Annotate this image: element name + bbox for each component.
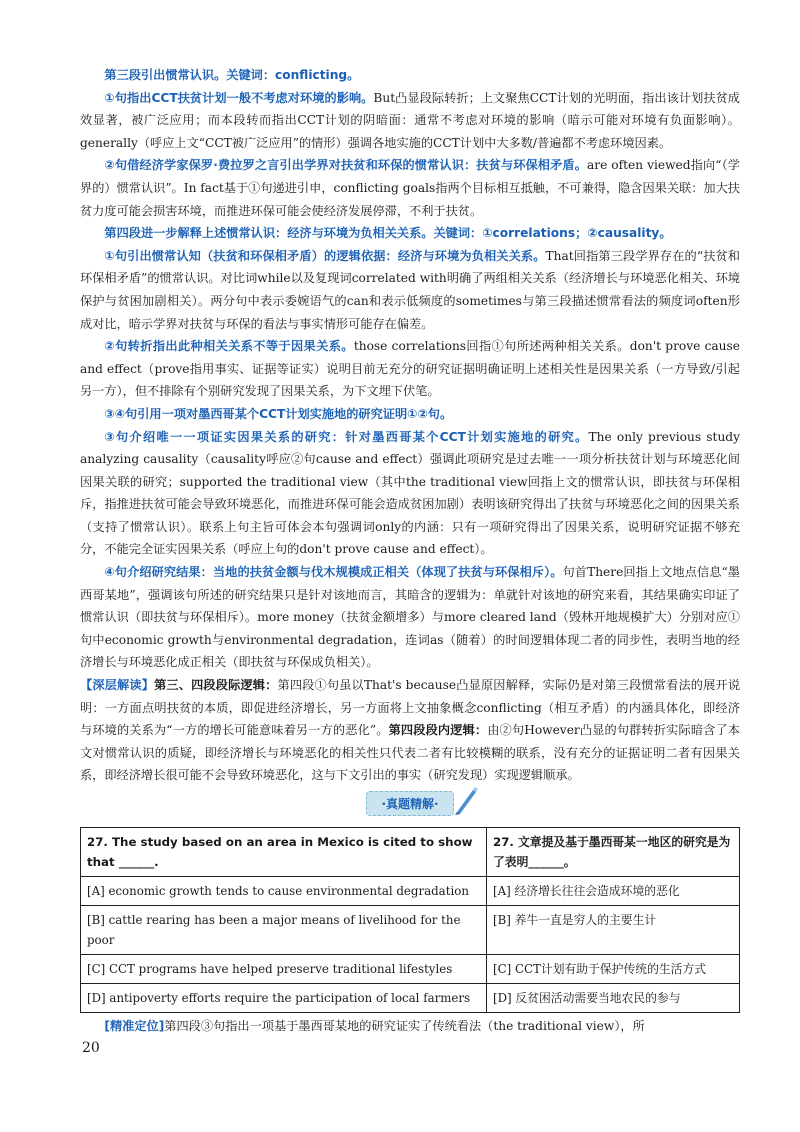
paragraph bbox=[80, 674, 740, 787]
question-stem-cn: 27. 文章提及基于墨西哥某一地区的研究是为了表明______。 bbox=[487, 828, 740, 877]
question-stem-row bbox=[81, 828, 740, 877]
paragraph bbox=[80, 222, 740, 245]
option-b-en: [B] cattle rearing has been a major means of livelihood for the poor bbox=[81, 906, 487, 955]
paragraph-heading: 第四段段内逻辑： bbox=[388, 723, 488, 738]
page-number: 20 bbox=[82, 1040, 100, 1056]
paragraph-heading: 第三、四段段际逻辑： bbox=[154, 678, 278, 693]
option-row-b bbox=[81, 906, 740, 955]
paragraph-heading: ③④句引用一项对墨西哥某个CCT计划实施地的研究证明①②句。 bbox=[104, 406, 453, 421]
banner-text: ·真题精解· bbox=[381, 797, 439, 811]
paragraph bbox=[80, 154, 740, 222]
footer-note-text: 第四段③句指出一项基于墨西哥某地的研究证实了传统看法（the traditional view），所 bbox=[164, 1019, 645, 1033]
analysis-text bbox=[80, 64, 740, 787]
section-banner bbox=[80, 791, 740, 821]
paragraph-text: That回指第三段学界存在的“扶贫和环保相矛盾”的惯常认识。对比词while以及复现词correlated with明确了两组相关关系（经济增长与环境恶化相关、环境保护与贫困加剧相关）。两分句中表示委婉语气的can和表示低频度的sometimes与第三段描述惯常看法的频度词often形成对比，暗示学界对扶贫与环保的看法与事实情形可能存在偏差。 bbox=[80, 248, 740, 331]
paragraph-text: 由②句However凸显的句群转折实际暗含了本文对惯常认识的质疑，即经济增长与环境恶化的相关性只代表二者有比较模糊的联系，没有充分的证据证明二者有因果关系，即经济增长很可能不会导致环境恶化，这与下文引出的事实（研究发现）实现逻辑顺承。 bbox=[80, 723, 740, 783]
option-row-d bbox=[81, 984, 740, 1013]
paragraph-heading: ③句介绍唯一一项证实因果关系的研究：针对墨西哥某个CCT计划实施地的研究。 bbox=[104, 429, 589, 444]
paragraph-heading: 第三段引出惯常认识。关键词：conflicting。 bbox=[104, 68, 360, 82]
banner-label bbox=[366, 791, 453, 816]
paragraph-heading: ①句引出惯常认知（扶贫和环保相矛盾）的逻辑依据：经济与环境为负相关关系。 bbox=[104, 248, 546, 263]
paragraph-text: those correlations回指①句所述两种相关关系。don't prove cause and effect（prove指用事实、证据等证实）说明目前无充分的研究证据明确证明上述相关性是因果关系（一方导致/引起另一方），但不排除有个别研究发现了因果关系，为下文埋下伏笔。 bbox=[80, 339, 740, 399]
question-table bbox=[80, 827, 740, 1013]
paragraph bbox=[80, 561, 740, 674]
question-stem-en: 27. The study based on an area in Mexico is cited to show that ______. bbox=[81, 828, 487, 877]
page-content bbox=[80, 64, 740, 1038]
paragraph bbox=[80, 245, 740, 335]
paragraph bbox=[80, 64, 740, 87]
paragraph-text: The only previous study analyzing causality（causality呼应②句cause and effect）强调此项研究是过去唯一一项分析扶贫计划与环境恶化间因果关联的研究；supported the traditional view（其中the traditional view回指上文的惯常认识，即扶贫与环保相斥，指推进扶贫可能会导致环境恶化，而推进环保可能会造成贫困加剧）表明该研究得出了扶贫与环境恶化之间的因果关系（支持了惯常认识）。联系上句主旨可体会本句强调词only的内涵：只有一项研究得出了因果关系，说明研究证据不够充分，不能完全证实因果关系（呼应上句的don't prove cause and effect）。 bbox=[80, 429, 740, 557]
paragraph bbox=[80, 426, 740, 562]
option-a-en: [A] economic growth tends to cause environmental degradation bbox=[81, 877, 487, 906]
option-c-en: [C] CCT programs have helped preserve traditional lifestyles bbox=[81, 955, 487, 984]
paragraph bbox=[80, 403, 740, 426]
paragraph-text: 第四段①句虽以That's because凸显原因解释，实际仍是对第三段惯常看法的展开说明：一方面点明扶贫的本质，即促进经济增长，另一方面将上文抽象概念conflicting（相互矛盾）的内涵具体化，即经济与环境的关系为“一方的增长可能意味着另一方的恶化”。 bbox=[80, 678, 741, 738]
footer-note-label: [精准定位] bbox=[104, 1019, 165, 1033]
paragraph-text: But凸显段际转折；上文聚焦CCT计划的光明面，指出该计划扶贫成效显著，被广泛应用；而本段转而指出CCT计划的阴暗面：通常不考虑对环境的影响（暗示可能对环境有负面影响）。generally（呼应上文“CCT被广泛应用”的情形）强调各地实施的CCT计划中大多数/普遍都不考虑环境因素。 bbox=[80, 90, 740, 150]
paragraph-text: are often viewed指向“（学界的）惯常认识”。In fact基于①句递进引申，conflicting goals指两个目标相互抵触，不可兼得，隐含因果关联：加大扶贫力度可能会损害环境，而推进环保可能会使经济发展停滞，不利于扶贫。 bbox=[80, 158, 740, 218]
paragraph bbox=[80, 335, 740, 403]
paragraph-heading: 第四段进一步解释上述惯常认识：经济与环境为负相关关系。关键词：①correlations；②causality。 bbox=[104, 226, 672, 241]
paragraph-heading: ①句指出CCT扶贫计划一般不考虑对环境的影响。 bbox=[104, 90, 374, 105]
paragraph-heading: ④句介绍研究结果：当地的扶贫金额与伐木规模成正相关（体现了扶贫与环保相斥）。 bbox=[104, 565, 563, 580]
pen-icon bbox=[453, 786, 479, 816]
paragraph bbox=[80, 87, 740, 155]
footer-note bbox=[80, 1015, 740, 1038]
option-d-cn: [D] 反贫困活动需要当地农民的参与 bbox=[487, 984, 740, 1013]
paragraph-heading: 【深层解读】 bbox=[80, 678, 155, 693]
option-b-cn: [B] 养牛一直是穷人的主要生计 bbox=[487, 906, 740, 955]
option-row-a bbox=[81, 877, 740, 906]
paragraph-heading: ②句借经济学家保罗·费拉罗之言引出学界对扶贫和环保的惯常认识：扶贫与环保相矛盾。 bbox=[104, 158, 588, 173]
option-a-cn: [A] 经济增长往往会造成环境的恶化 bbox=[487, 877, 740, 906]
option-c-cn: [C] CCT计划有助于保护传统的生活方式 bbox=[487, 955, 740, 984]
option-d-en: [D] antipoverty efforts require the participation of local farmers bbox=[81, 984, 487, 1013]
paragraph-text: 句首There回指上文地点信息“墨西哥某地”，强调该句所述的研究结果只是针对该地而言，其暗含的逻辑为：单就针对该地的研究来看，其结果确实印证了惯常认识（即扶贫与环保相斥）。more money（扶贫金额增多）与more cleared land（毁林开地规模扩大）分别对应①句中economic growth与environmental degradation，连词as（随着）的时间逻辑体现二者的同步性，表明当地的经济增长与环境恶化成正相关（即扶贫与环保成负相关）。 bbox=[80, 565, 740, 670]
paragraph-heading: ②句转折指出此种相关关系不等于因果关系。 bbox=[104, 339, 354, 354]
option-row-c bbox=[81, 955, 740, 984]
